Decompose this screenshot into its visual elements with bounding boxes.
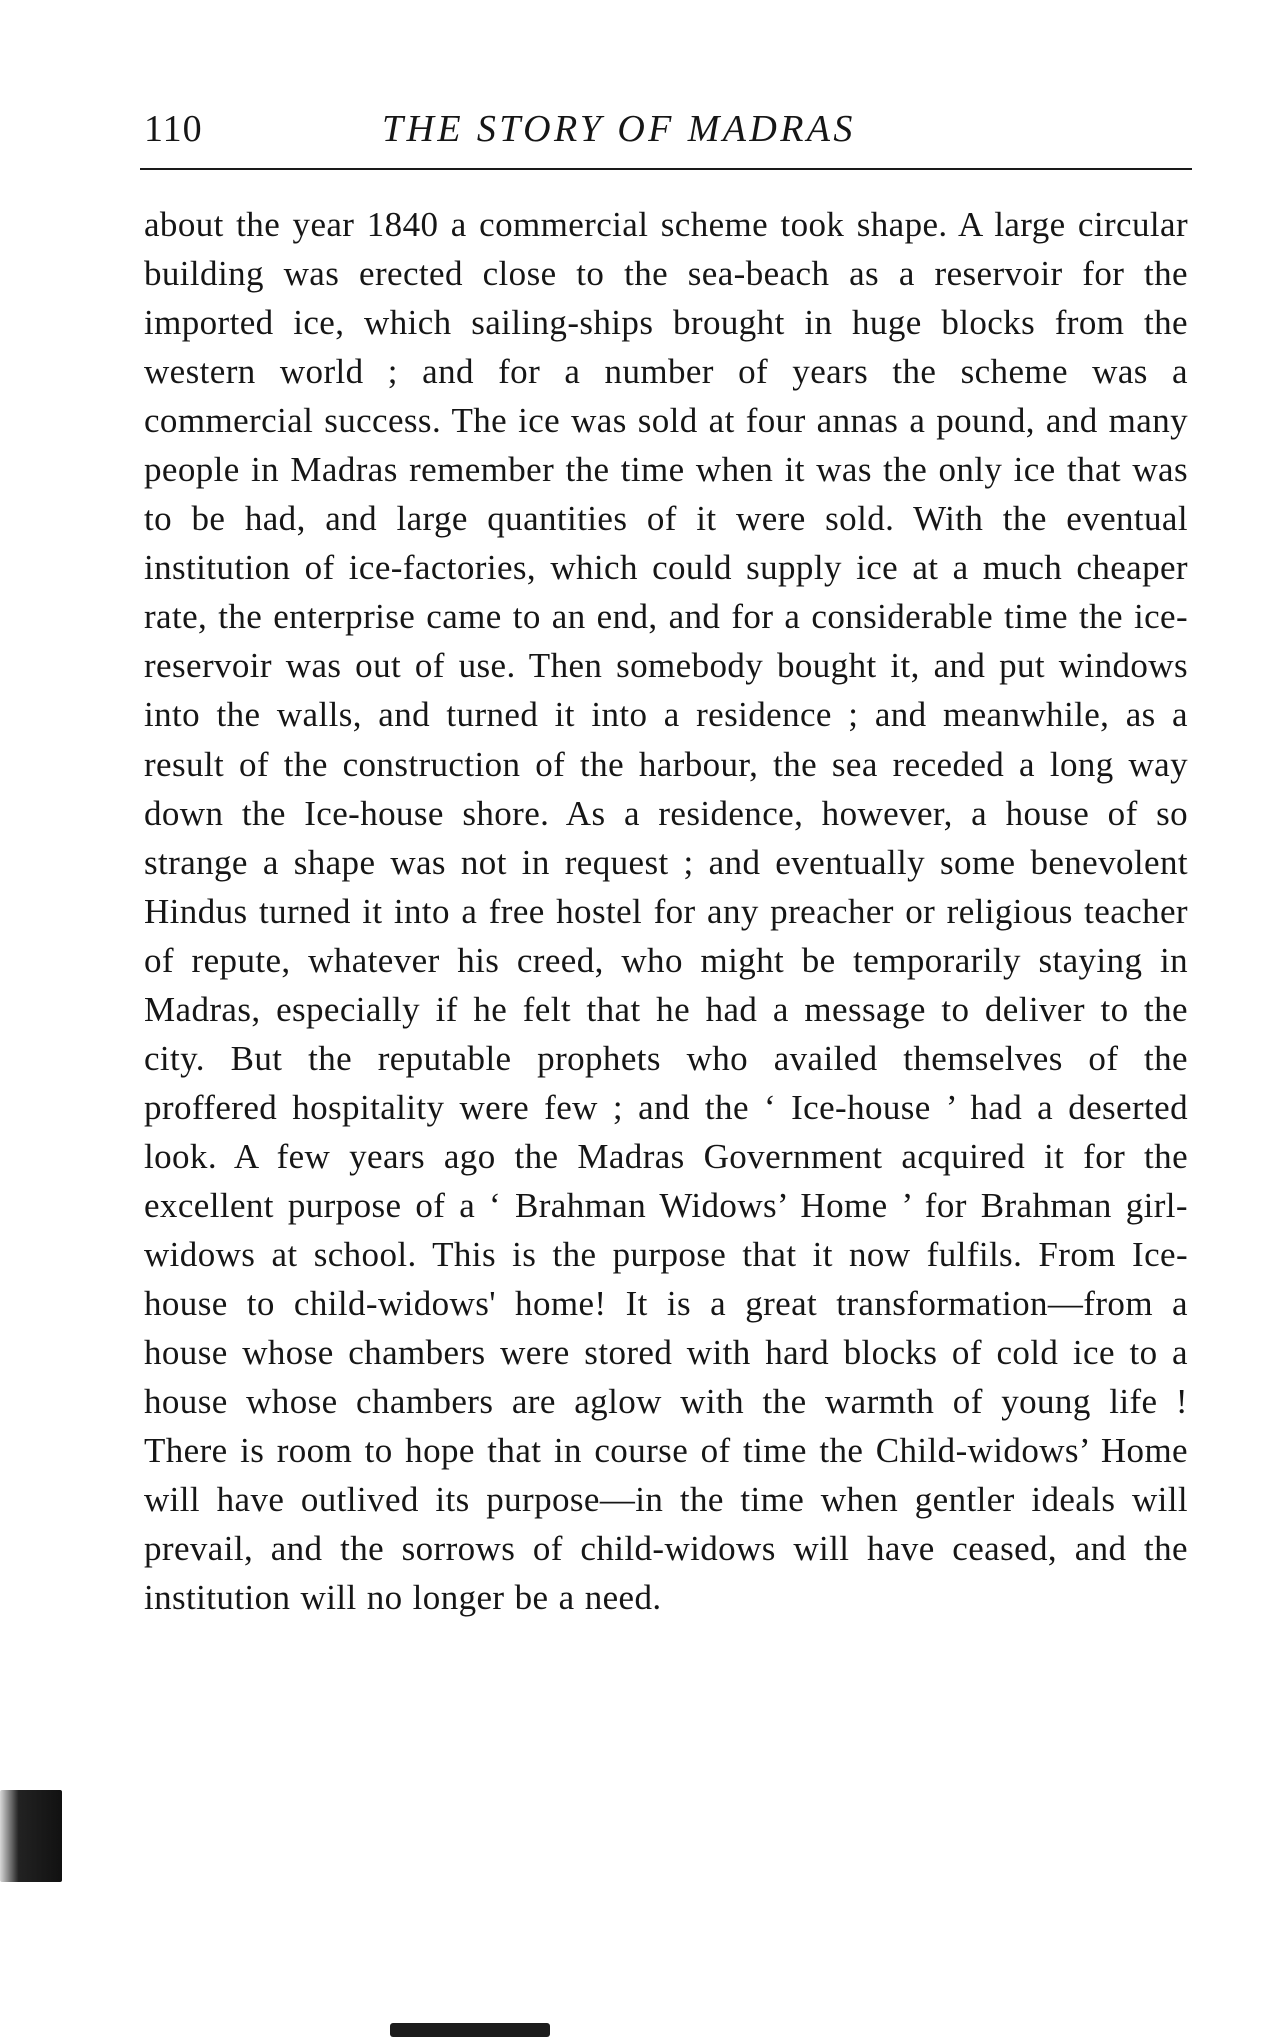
scan-smudge-mark bbox=[0, 1790, 62, 1882]
page-header bbox=[142, 102, 1190, 156]
scan-smudge-mark-bottom bbox=[390, 2023, 550, 2037]
body-paragraph: about the year 1840 a commercial scheme took shape. A large circular building was erected close to the sea-beach as a reservoir for the imported ice, which sailing-ships brought in huge blocks from the western world ; and for a number of years the scheme was a commercial success. The ice was sold at four annas a pound, and many people in Madras remember the time when it was the only ice that was to be had, and large quantities of it were sold. With the eventual institution of ice-factories, which could supply ice at a much cheaper rate, the enterprise came to an end, and for a considerable time the ice-reservoir was out of use. Then somebody bought it, and put windows into the walls, and turned it into a residence ; and meanwhile, as a result of the construction of the harbour, the sea receded a long way down the Ice-house shore. As a residence, however, a house of so strange a shape was not in request ; and eventually some benevolent Hindus turned it into a free hostel for any preacher or religious teacher of repute, whatever his creed, who might be temporarily staying in Madras, especially if he felt that he had a message to deliver to the city. But the reputable prophets who availed themselves of the proffered hospitality were few ; and the ‘ Ice-house ’ had a deserted look. A few years ago the Madras Government acquired it for the excellent purpose of a ‘ Brahman Widows’ Home ’ for Brahman girl-widows at school. This is the purpose that it now fulfils. From Ice-house to child-widows' home! It is a great transformation—from a house whose chambers were stored with hard blocks of cold ice to a house whose chambers are aglow with the warmth of young life ! There is room to hope that in course of time the Child-widows’ Home will have outlived its purpose—in the time when gentler ideals will prevail, and the sorrows of child-widows will have ceased, and the institution will no longer be a need. bbox=[144, 205, 1188, 1618]
running-title: THE STORY OF MADRAS bbox=[382, 108, 856, 150]
page-number: 110 bbox=[144, 108, 203, 150]
header-rule bbox=[140, 168, 1192, 170]
